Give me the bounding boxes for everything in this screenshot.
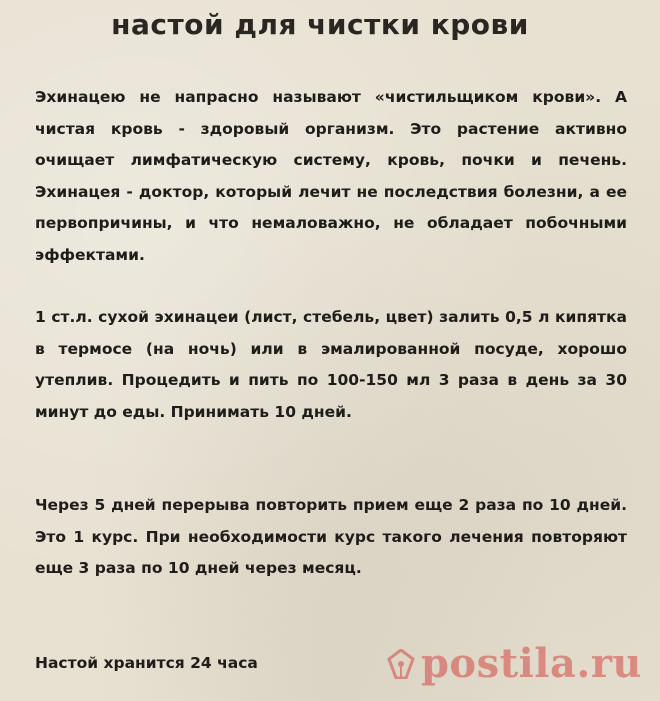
watermark-text: postila.ru xyxy=(420,640,642,687)
pen-nib-icon xyxy=(387,649,415,679)
page-title: настой для чистки крови xyxy=(111,8,529,41)
paragraph-course: Через 5 дней перерыва повторить прием еще 2 раза по 10 дней. Это 1 курс. При необходимости курс такого лечения повторяют еще 3 раза по 10 дней через месяц. xyxy=(35,496,627,577)
paragraph-intro: Эхинацею не напрасно называют «чистильщиком крови». А чистая кровь - здоровый организм. Это растение активно очищает лимфатическую систему, кровь, почки и печень. Эхинацея - доктор, который лечит не последствия болезни, а ее первопричины, и что немаловажно, не обладает побочными эффектами. xyxy=(35,88,627,264)
paragraph-storage: Настой хранится 24 часа xyxy=(35,654,258,672)
watermark xyxy=(387,640,642,687)
paragraph-recipe: 1 ст.л. сухой эхинацеи (лист, стебель, цвет) залить 0,5 л кипятка в термосе (на ночь) или в эмалированной посуде, хорошо утеплив. Процедить и пить по 100-150 мл 3 раза в день за 30 минут до еды. Принимать 10 дней. xyxy=(35,308,627,421)
